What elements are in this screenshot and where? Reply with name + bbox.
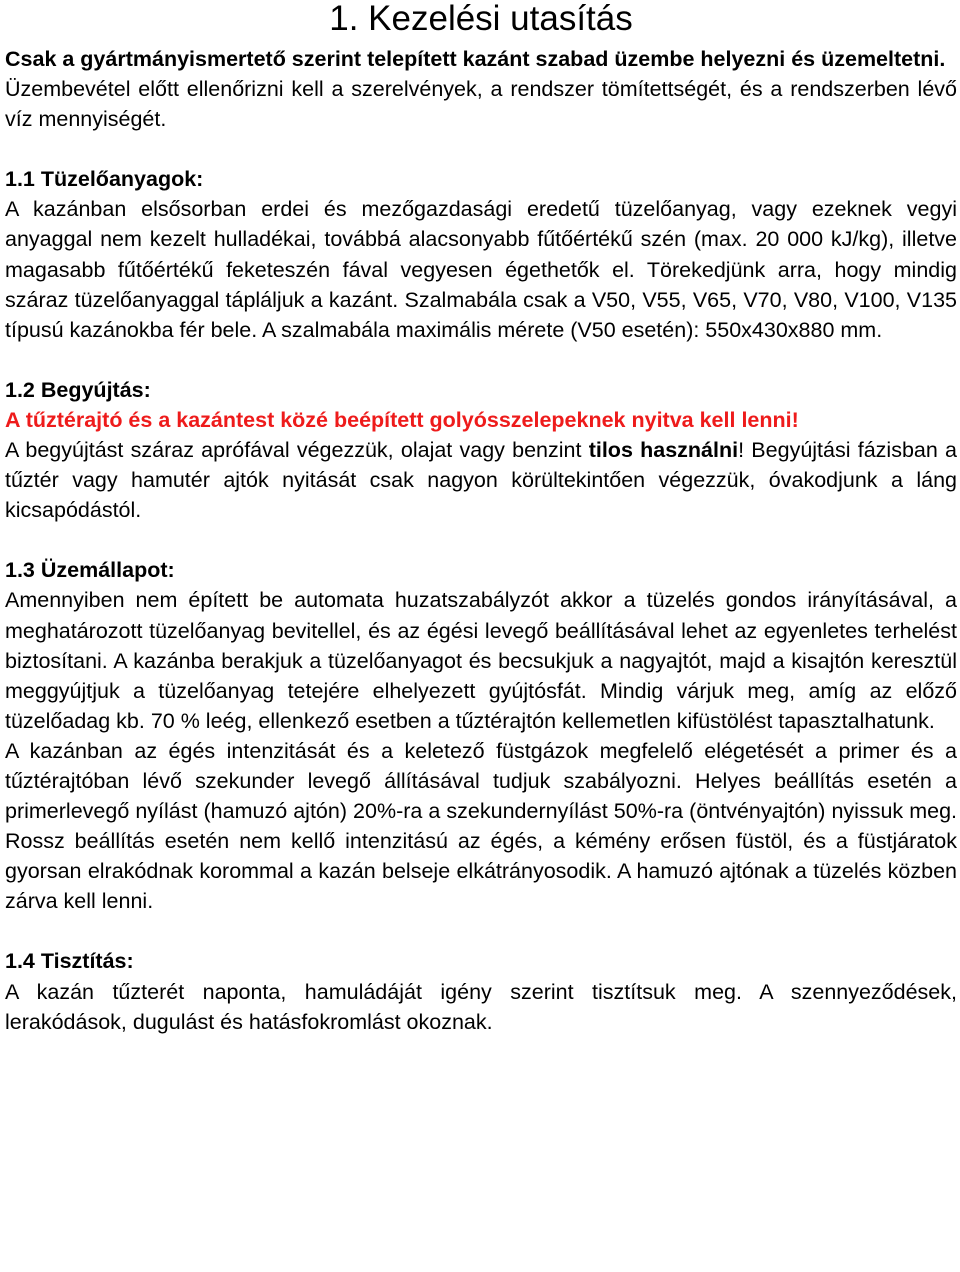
ignition-warning: A tűztérajtó és a kazántest közé beépített golyósszelepeknek nyitva kell lenni! bbox=[5, 407, 799, 432]
intro-warning: Csak a gyártmányismertető szerint telepített kazánt szabad üzembe helyezni és üzemeltetni. bbox=[5, 47, 946, 71]
ignition-text-prefix: A begyújtást száraz aprófával végezzük, olajat vagy benzint bbox=[5, 438, 589, 463]
section-body-operation-1: Amennyiben nem épített be automata huzatszabályzót akkor a tüzelés gondos irányításával, a meghatározott tüzelőanyag bevitellel, és az égési levegő beállításával lehet az egyenletes terhelést biztosítani. A kazánba berakjuk a tüzelőanyagot és becsukjuk a nagyajtót, majd a kisajtón keresztül meggyújtjuk a tüzelőanyag tetejére elhelyezett gyújtósfát. Mindig várjuk meg, amíg az előző tüzelőadag kb. 70 % leég, ellenkező esetben a tűztérajtón kellemetlen kifüstölést tapasztalhatunk. bbox=[5, 588, 957, 733]
section-heading-ignition: 1.2 Begyújtás: bbox=[5, 377, 151, 402]
intro-check: Üzembevétel előtt ellenőrizni kell a szerelvények, a rendszer tömítettségét, és a rendszerben lévő víz mennyiségét. bbox=[5, 77, 957, 132]
ignition-text-suffix: ! Begyújtási fázisban a tűztér vagy hamutér ajtók nyitását csak nagyon körültekintően végezzük, óvakodjunk a láng kicsapódástól. bbox=[5, 438, 957, 523]
spacer bbox=[5, 345, 957, 375]
section-heading-operation: 1.3 Üzemállapot: bbox=[5, 558, 175, 583]
spacer bbox=[5, 525, 957, 555]
section-body-operation-2: A kazánban az égés intenzitását és a keletező füstgázok megfelelő elégetését a primer és a tűztérajtóban lévő szekunder levegő állításával tudjuk szabályozni. Helyes beállítás esetén a primerlevegő nyílást (hamuzó ajtón) 20%-ra a szekundernyílást 50%-ra (öntvényajtón) nyissuk meg. Rossz beállítás esetén nem kellő intenzitású az égés, a kémény erősen füstöl, és a füstjáratok gyorsan elrakódnak korommal a kazán belseje elkátrányosodik. A hamuzó ajtónak a tüzelés közben zárva kell lenni. bbox=[5, 738, 957, 914]
section-body-cleaning: A kazán tűzterét naponta, hamuládáját igény szerint tisztítsuk meg. A szennyeződések, lerakódások, dugulást és hatásfokromlást okoznak. bbox=[5, 979, 957, 1034]
ignition-text-bold: tilos használni bbox=[588, 438, 739, 463]
section-body-ignition bbox=[5, 435, 957, 525]
document-page bbox=[5, 0, 957, 1037]
section-heading-cleaning: 1.4 Tisztítás: bbox=[5, 949, 134, 974]
page-title: 1. Kezelési utasítás bbox=[329, 0, 633, 38]
section-heading-fuel: 1.1 Tüzelőanyagok: bbox=[5, 167, 204, 192]
section-body-fuel: A kazánban elsősorban erdei és mezőgazdasági eredetű tüzelőanyag, vagy ezeknek vegyi anyaggal nem kezelt hulladékai, továbbá alacsonyabb fűtőértékű szén (max. 20 000 kJ/kg), illetve magasabb fűtőértékű feketeszén fával vegyesen égethetők el. Törekedjünk arra, hogy mindig száraz tüzelőanyaggal tápláljuk a kazánt. Szalmabála csak a V50, V55, V65, V70, V80, V100, V135 típusú kazánokba fér bele. A szalmabála maximális mérete (V50 esetén): 550x430x880 mm. bbox=[5, 197, 957, 342]
spacer bbox=[5, 134, 957, 164]
spacer bbox=[5, 916, 957, 946]
